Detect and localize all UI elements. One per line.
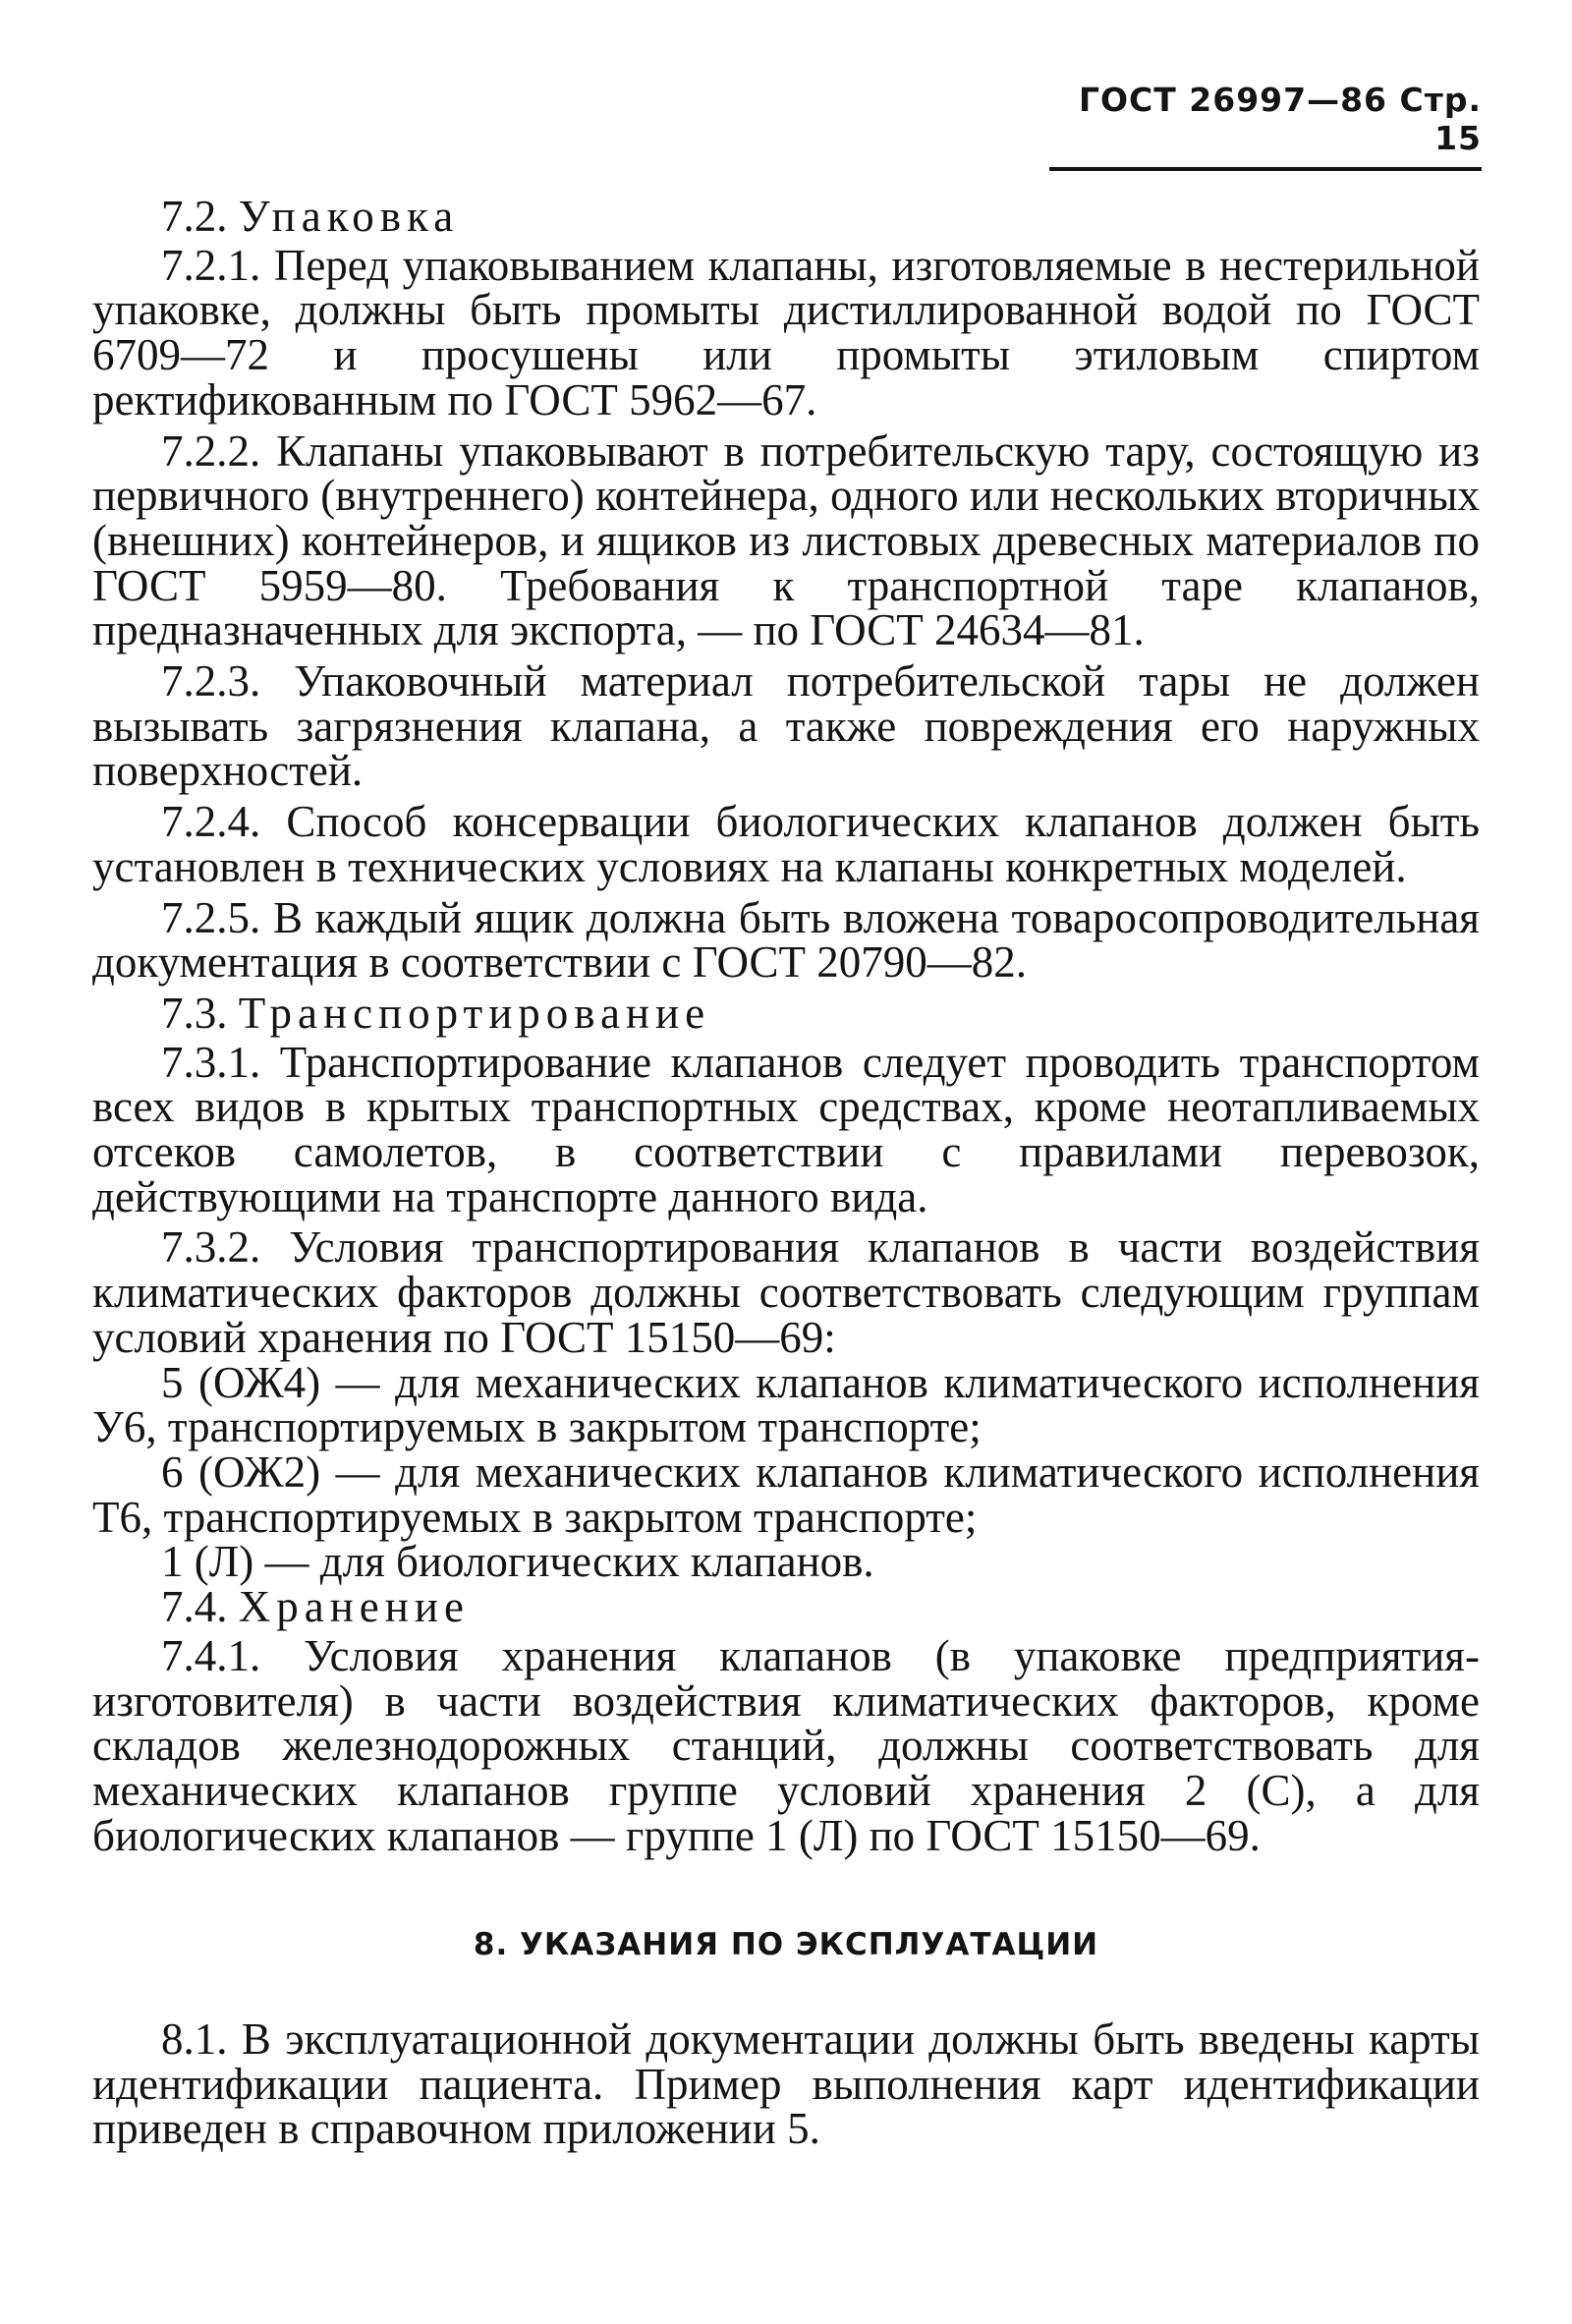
section-number: 7.2. <box>161 192 228 241</box>
section-title: Упаковка <box>238 192 460 241</box>
paragraph-8-1: 8.1. В эксплуатационной документации должны быть введены карты идентификации пациента. Пример выполнения карт идентификации приведен в справочном приложении 5. <box>92 2014 1480 2154</box>
paragraph-7-3-1: 7.3.1. Транспортирование клапанов следует проводить транспортом всех видов в крытых транспортных средствах, кроме неотапливаемых отсеков самолетов, в соответствии с правилами перевозок, действующими на транспорте данного вида. <box>92 1037 1480 1221</box>
paragraph-7-3-2: 7.3.2. Условия транспортирования клапанов в части воздействия климатических факторов должны соответствовать следующим группам условий хранения по ГОСТ 15150—69: <box>92 1222 1480 1362</box>
running-header: ГОСТ 26997—86 Стр. 15 <box>1049 81 1482 171</box>
paragraph-7-2-5: 7.2.5. В каждый ящик должна быть вложена товаросопроводительная документация в соответствии с ГОСТ 20790—82. <box>92 892 1480 988</box>
section-7-3-heading <box>92 988 1480 1038</box>
paragraph-7-2-3: 7.2.3. Упаковочный материал потребительской тары не должен вызывать загрязнения клапана, а также повреждения его наружных поверхностей. <box>92 656 1480 796</box>
section-7-4-heading <box>92 1582 1480 1632</box>
section-8-heading: 8. УКАЗАНИЯ ПО ЭКСПЛУАТАЦИИ <box>473 1927 1099 1963</box>
list-item-6-ozh2: 6 (ОЖ2) — для механических клапанов климатического исполнения Т6, транспортируемых в закрытом транспорте; <box>92 1446 1480 1542</box>
list-item-1-l: 1 (Л) — для биологических клапанов. <box>161 1537 874 1587</box>
paragraph-7-2-1: 7.2.1. Перед упаковыванием клапаны, изготовляемые в нестерильной упаковке, должны быть промыты дистиллированной водой по ГОСТ 6709—72 и просушены или промыты этиловым спиртом ректификованным по ГОСТ 5962—67. <box>92 240 1480 425</box>
list-item-5-ozh4: 5 (ОЖ4) — для механических клапанов климатического исполнения У6, транспортируемых в закрытом транспорте; <box>92 1357 1480 1452</box>
section-title: Хранение <box>238 1582 470 1632</box>
paragraph-7-2-2: 7.2.2. Клапаны упаковывают в потребительскую тару, состоящую из первичного (внутреннего) контейнера, одного или нескольких вторичных (внешних) контейнеров, и ящиков из листовых древесных материалов по ГОСТ 5959—80. Требования к транспортной таре клапанов, предназначенных для экспорта, — по ГОСТ 24634—81. <box>92 425 1480 655</box>
section-title: Транспортирование <box>238 988 711 1038</box>
section-number: 7.4. <box>161 1582 228 1632</box>
section-number: 7.3. <box>161 988 228 1038</box>
document-body <box>92 192 1480 2158</box>
paragraph-7-4-1: 7.4.1. Условия хранения клапанов (в упаковке предприятия-изготовителя) в части воздействия климатических факторов, кроме складов железнодорожных станций, должны соответствовать для механических клапанов группе условий хранения 2 (С), а для биологических клапанов — группе 1 (Л) по ГОСТ 15150—69. <box>92 1630 1480 1860</box>
section-7-2-heading <box>92 192 1480 241</box>
paragraph-7-2-4: 7.2.4. Способ консервации биологических клапанов должен быть установлен в технических условиях на клапаны конкретных моделей. <box>92 797 1480 891</box>
